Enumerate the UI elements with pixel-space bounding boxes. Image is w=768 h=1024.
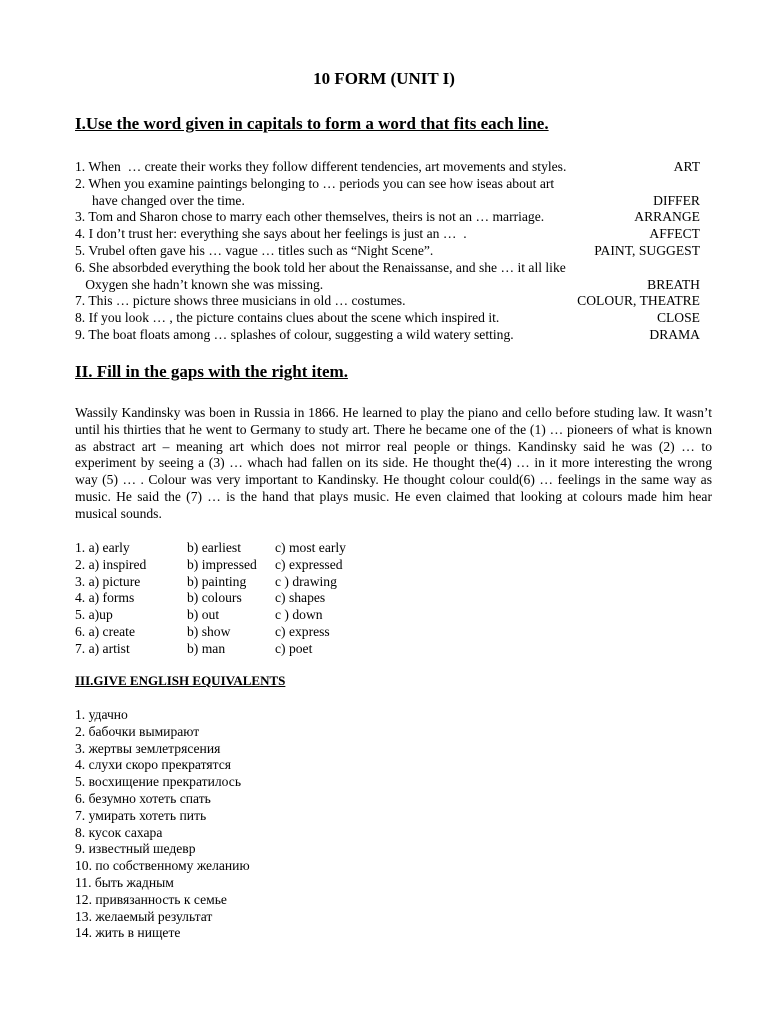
russian-phrase: 14. жить в нищете xyxy=(75,925,181,941)
exercise-line: have changed over the time. xyxy=(75,192,245,208)
russian-phrase: 3. жертвы землетрясения xyxy=(75,740,221,756)
option-b: b) man xyxy=(187,640,226,656)
option-c: c ) drawing xyxy=(275,573,337,589)
capitals-word: ART xyxy=(673,159,700,174)
option-b: b) out xyxy=(187,607,220,623)
page-title: 10 FORM (UNIT I) xyxy=(313,69,455,88)
russian-phrase: 11. быть жадным xyxy=(75,874,174,890)
russian-phrase: 2. бабочки вымирают xyxy=(75,723,200,739)
exercise-line: 7. This … picture shows three musicians in old … costumes. xyxy=(75,293,406,309)
russian-phrase: 13. желаемый результат xyxy=(75,908,213,924)
capitals-word: PAINT, SUGGEST xyxy=(594,243,700,258)
option-a: 3. a) picture xyxy=(75,573,141,589)
russian-phrase: 4. слухи скоро прекратятся xyxy=(75,757,232,773)
capitals-word: DRAMA xyxy=(649,327,700,342)
exercise-line: 9. The boat floats among … splashes of colour, suggesting a wild watery setting. xyxy=(75,327,514,342)
capitals-word: COLOUR, THEATRE xyxy=(577,293,700,309)
exercise-line: 4. I don’t trust her: everything she says about her feelings is just an … . xyxy=(75,226,467,242)
section2-paragraph: Wassily Kandinsky was boen in Russia in 1866. He learned to play the piano and cello before studing law. It wasn’t until his thirties that he went to Germany to study art. There he became one of the (1) … pioneers of what is known as abstract art – meaning art which does not mirror real people or things. Kandinsky said he was (2) … to experiment by seeing a (3) … whach had fallen on its side. He thought the(4) … in it more interesting the wrong way (5) … . Colour was very important to Kandinsky. He thought colour could(6) … feelings in the same way as music. He said the (7) … is the hand that plays music. He even claimed that looking at colours made him hear musical sounds. xyxy=(75,405,712,521)
option-a: 2. a) inspired xyxy=(75,556,147,572)
option-b: b) show xyxy=(187,624,231,639)
option-c: c) expressed xyxy=(275,556,343,572)
option-c: c) shapes xyxy=(275,590,326,606)
exercise-line: 1. When … create their works they follow different tendencies, art movements and styles. xyxy=(75,159,567,174)
option-a: 5. a)up xyxy=(75,607,113,623)
option-c: c ) down xyxy=(275,607,323,623)
russian-phrase: 6. безумно хотеть спать xyxy=(75,790,211,806)
option-b: b) colours xyxy=(187,590,242,606)
russian-phrase: 8. кусок сахара xyxy=(75,824,163,840)
option-c: c) poet xyxy=(275,640,313,656)
exercise-line: 8. If you look … , the picture contains clues about the scene which inspired it. xyxy=(75,310,500,326)
russian-phrase: 5. восхищение прекратилось xyxy=(75,774,242,790)
russian-phrase: 9. известный шедевр xyxy=(75,841,196,857)
section1-heading: I.Use the word given in capitals to form a word that fits each line. xyxy=(75,114,549,133)
exercise-line: 2. When you examine paintings belonging to … periods you can see how iseas about art xyxy=(75,175,555,191)
option-a: 6. a) create xyxy=(75,624,135,639)
section3-heading: III.GIVE ENGLISH EQUIVALENTS xyxy=(75,673,286,688)
option-c: c) most early xyxy=(275,540,346,555)
exercise-line: 6. She absorbded everything the book told her about the Renaissanse, and she … it all like xyxy=(75,259,566,275)
russian-phrase: 10. по собственному желанию xyxy=(75,858,250,874)
option-b: b) painting xyxy=(187,573,247,589)
option-c: c) express xyxy=(275,624,330,639)
exercise-line: 5. Vrubel often gave his … vague … titles such as “Night Scene”. xyxy=(75,243,434,258)
russian-phrase: 7. умирать хотеть пить xyxy=(75,807,207,823)
section3-list xyxy=(75,707,250,942)
option-a: 7. a) artist xyxy=(75,640,130,656)
russian-phrase: 12. привязанность к семье xyxy=(75,891,227,907)
option-a: 4. a) forms xyxy=(75,590,135,606)
capitals-word: DIFFER xyxy=(653,192,700,208)
section2-heading: II. Fill in the gaps with the right item. xyxy=(75,362,348,381)
exercise-line: Oxygen she hadn’t known she was missing. xyxy=(75,276,324,292)
capitals-word: ARRANGE xyxy=(634,209,700,225)
option-a: 1. a) early xyxy=(75,540,130,555)
exercise-line: 3. Tom and Sharon chose to marry each other themselves, theirs is not an … marriage. xyxy=(75,209,545,225)
capitals-word: BREATH xyxy=(647,276,700,292)
capitals-word: AFFECT xyxy=(649,226,700,242)
option-b: b) impressed xyxy=(187,556,257,572)
russian-phrase: 1. удачно xyxy=(75,707,128,722)
option-b: b) earliest xyxy=(187,540,241,555)
capitals-word: CLOSE xyxy=(656,310,700,326)
